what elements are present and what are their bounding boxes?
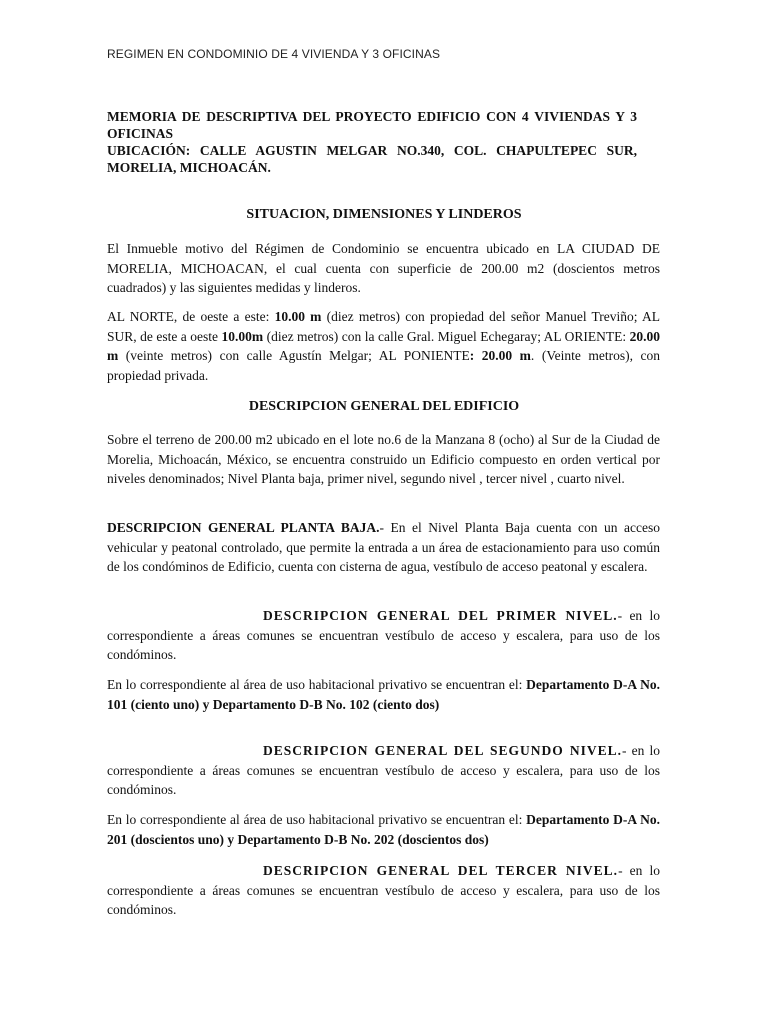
text-segment: - en lo correspondiente a áreas comunes se encuentran vestíbulo de acceso y escalera, para uso de los condóminos. [107, 743, 660, 797]
subheading-tercer-nivel: DESCRIPCION GENERAL DEL TERCER NIVEL. [263, 863, 619, 878]
text-segment: - En el Nivel Planta Baja cuenta con un acceso vehicular y peatonal controlado, que permite la entrada a un área de estacionamiento para uso común de los condóminos de Edificio, cuenta con cisterna de agua, vestíbulo de acceso peatonal y escalera. [107, 520, 660, 574]
departamentos-primer-nivel: Departamento D-A No. 101 (ciento uno) y Departamento D-B No. 102 (ciento dos) [107, 677, 660, 712]
departamentos-segundo-nivel: Departamento D-A No. 201 (doscientos uno) y Departamento D-B No. 202 (doscientos dos) [107, 812, 660, 847]
measure-sur: 10.00m [221, 328, 264, 344]
measure-poniente: : 20.00 m [469, 348, 531, 363]
text-segment: En lo correspondiente al área de uso habitacional privativo se encuentran el: [107, 677, 527, 692]
paragraph-inmueble: El Inmueble motivo del Régimen de Condominio se encuentra ubicado en LA CIUDAD DE MORELIA, MICHOACAN, el cual cuenta con superficie de 200.00 m2 (doscientos metros cuadrados) y las siguientes medidas y linderos. [107, 241, 660, 295]
measure-oriente: 20.00 m [107, 328, 660, 363]
paragraph-segundo-nivel-privativo [107, 810, 660, 849]
paragraph-primer-nivel-privativo [107, 675, 660, 714]
text-segment: (diez metros) con la calle Gral. Miguel Echegaray; AL ORIENTE: [263, 328, 630, 344]
text-segment: - en lo correspondiente a áreas comunes se encuentran vestíbulo de acceso y escalera, para uso de los condóminos. [107, 608, 660, 662]
title-line-location: UBICACIÓN: CALLE AGUSTIN MELGAR NO.340, COL. CHAPULTEPEC SUR, MORELIA, MICHOACÁN. [107, 143, 637, 175]
paragraph-linderos [107, 307, 660, 385]
text-segment: . (Veinte metros), con propiedad privada. [107, 348, 660, 383]
text-segment: - en lo correspondiente a áreas comunes se encuentran vestíbulo de acceso y escalera, para uso de los condóminos. [107, 863, 660, 917]
section-heading-edificio: DESCRIPCION GENERAL DEL EDIFICIO [248, 399, 520, 414]
subheading-planta-baja: DESCRIPCION GENERAL PLANTA BAJA. [107, 520, 380, 535]
section-heading-situacion: SITUACION, DIMENSIONES Y LINDEROS [246, 207, 522, 222]
measure-norte: 10.00 m [274, 309, 322, 324]
text-segment: En lo correspondiente al área de uso habitacional privativo se encuentran el: [107, 812, 527, 827]
paragraph-segundo-nivel [107, 741, 660, 800]
paragraph-planta-baja [107, 518, 660, 577]
title-line-project: MEMORIA DE DESCRIPTIVA DEL PROYECTO EDIFICIO CON 4 VIVIENDAS Y 3 OFICINAS [107, 109, 637, 141]
document-title [107, 108, 637, 176]
paragraph-primer-nivel [107, 606, 660, 665]
text-segment: (veinte metros) con calle Agustín Melgar; AL PONIENTE [118, 348, 470, 363]
subheading-segundo-nivel: DESCRIPCION GENERAL DEL SEGUNDO NIVEL. [263, 743, 622, 758]
subheading-primer-nivel: DESCRIPCION GENERAL DEL PRIMER NIVEL. [263, 608, 618, 623]
paragraph-terreno: Sobre el terreno de 200.00 m2 ubicado en el lote no.6 de la Manzana 8 (ocho) al Sur de la Ciudad de Morelia, Michoacán, México, se encuentra construido un Edificio compuesto en orden vertical por niveles denominados; Nivel Planta baja, primer nivel, segundo nivel , tercer nivel , cuarto nivel. [107, 432, 660, 486]
text-segment: AL NORTE, de oeste a este: [107, 309, 275, 324]
paragraph-tercer-nivel [107, 861, 660, 920]
page-header: REGIMEN EN CONDOMINIO DE 4 VIVIENDA Y 3 OFICINAS [107, 47, 441, 61]
text-segment: (diez metros) con propiedad del señor Manuel Treviño; AL SUR, de este a oeste [107, 309, 661, 344]
